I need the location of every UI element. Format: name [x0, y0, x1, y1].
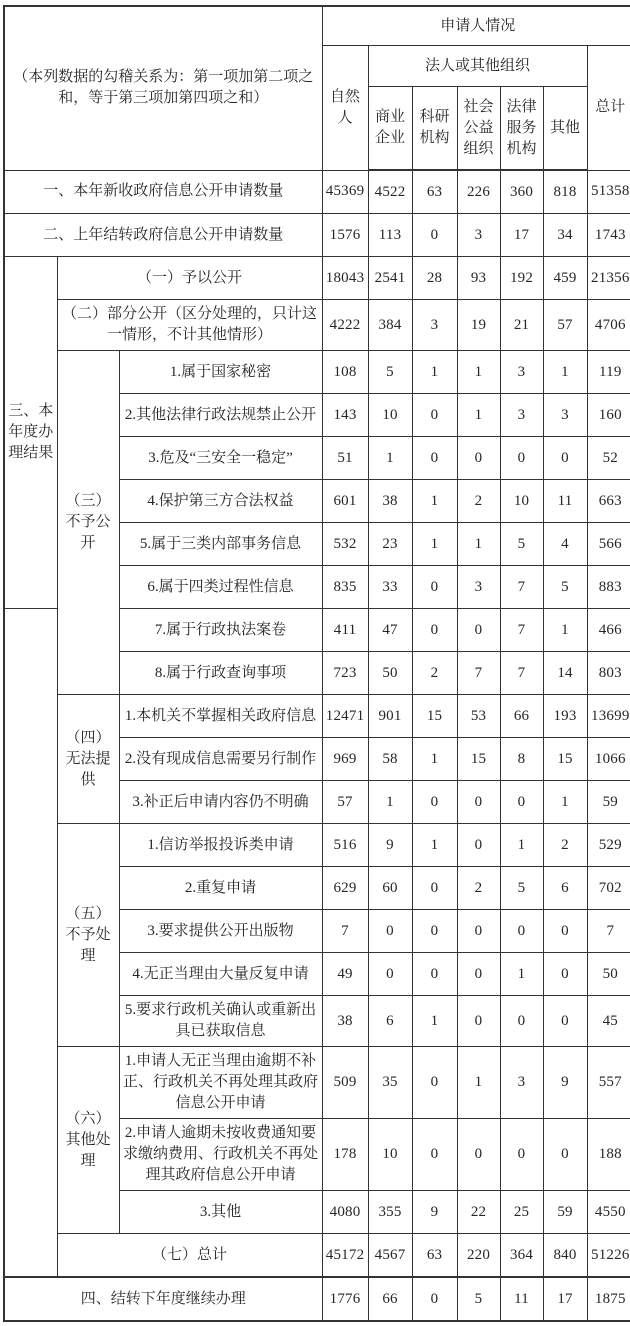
item-label: 3.危及“三安全一稳定” — [119, 437, 322, 480]
value-cell: 49 — [322, 953, 368, 996]
value-cell: 364 — [500, 1234, 543, 1278]
value-cell: 0 — [412, 1277, 457, 1321]
value-cell: 108 — [322, 351, 368, 394]
value-cell: 0 — [543, 437, 587, 480]
value-cell: 0 — [457, 1119, 500, 1191]
value-cell: 1743 — [587, 214, 630, 257]
value-cell: 15 — [412, 695, 457, 738]
value-cell: 3 — [412, 300, 457, 351]
value-cell: 0 — [457, 824, 500, 867]
value-cell: 66 — [500, 695, 543, 738]
header-legal-sub-commercial: 商业企业 — [368, 87, 412, 171]
value-cell: 0 — [412, 214, 457, 257]
value-cell: 360 — [500, 170, 543, 214]
value-cell: 0 — [457, 609, 500, 652]
value-cell: 0 — [500, 1119, 543, 1191]
value-cell: 11 — [500, 1277, 543, 1321]
header-legal-sub-legal-service: 法律服务机构 — [500, 87, 543, 171]
value-cell: 50 — [368, 652, 412, 695]
value-cell: 0 — [543, 953, 587, 996]
value-cell: 10 — [368, 394, 412, 437]
header-legal-sub-other: 其他 — [543, 87, 587, 171]
value-cell: 0 — [500, 437, 543, 480]
value-cell: 4550 — [587, 1191, 630, 1234]
value-cell: 901 — [368, 695, 412, 738]
value-cell: 4222 — [322, 300, 368, 351]
value-cell: 663 — [587, 480, 630, 523]
value-cell: 57 — [543, 300, 587, 351]
value-cell: 15 — [543, 738, 587, 781]
value-cell: 3 — [500, 394, 543, 437]
value-cell: 0 — [412, 394, 457, 437]
value-cell: 12471 — [322, 695, 368, 738]
value-cell: 1 — [412, 523, 457, 566]
value-cell: 57 — [322, 781, 368, 824]
value-cell: 0 — [412, 781, 457, 824]
value-cell: 0 — [457, 781, 500, 824]
value-cell: 143 — [322, 394, 368, 437]
group-row-label: （二）部分公开（区分处理的，只计这一情形，不计其他情形） — [57, 300, 322, 351]
value-cell: 60 — [368, 867, 412, 910]
value-cell: 33 — [368, 566, 412, 609]
item-label: 5.属于三类内部事务信息 — [119, 523, 322, 566]
item-label: 2.重复申请 — [119, 867, 322, 910]
value-cell: 38 — [322, 996, 368, 1047]
disclosure-stats-table — [3, 5, 630, 1322]
value-cell: 4080 — [322, 1191, 368, 1234]
value-cell: 1 — [412, 824, 457, 867]
value-cell: 13699 — [587, 695, 630, 738]
value-cell: 516 — [322, 824, 368, 867]
value-cell: 4567 — [368, 1234, 412, 1278]
table-row — [4, 1047, 630, 1119]
value-cell: 7 — [457, 652, 500, 695]
value-cell: 7 — [322, 910, 368, 953]
value-cell: 818 — [543, 170, 587, 214]
row-label: 一、本年新收政府信息公开申请数量 — [4, 170, 322, 214]
value-cell: 0 — [500, 996, 543, 1047]
value-cell: 38 — [368, 480, 412, 523]
value-cell: 355 — [368, 1191, 412, 1234]
value-cell: 50 — [587, 953, 630, 996]
header-legal-group: 法人或其他组织 — [368, 46, 587, 87]
value-cell: 7 — [587, 910, 630, 953]
value-cell: 35 — [368, 1047, 412, 1119]
value-cell: 5 — [500, 523, 543, 566]
value-cell: 629 — [322, 867, 368, 910]
value-cell: 93 — [457, 257, 500, 300]
value-cell: 1 — [368, 437, 412, 480]
value-cell: 384 — [368, 300, 412, 351]
value-cell: 28 — [412, 257, 457, 300]
value-cell: 59 — [587, 781, 630, 824]
value-cell: 5 — [457, 1277, 500, 1321]
header-legal-sub-research: 科研机构 — [412, 87, 457, 171]
value-cell: 3 — [457, 214, 500, 257]
item-label: 3.要求提供公开出版物 — [119, 910, 322, 953]
value-cell: 45 — [587, 996, 630, 1047]
value-cell: 226 — [457, 170, 500, 214]
table-row — [4, 1277, 630, 1321]
value-cell: 160 — [587, 394, 630, 437]
value-cell: 1 — [543, 781, 587, 824]
value-cell: 1 — [412, 738, 457, 781]
value-cell: 10 — [500, 480, 543, 523]
value-cell: 178 — [322, 1119, 368, 1191]
value-cell: 17 — [500, 214, 543, 257]
value-cell: 0 — [500, 781, 543, 824]
table-row — [4, 695, 630, 738]
value-cell: 3 — [500, 1047, 543, 1119]
item-label: 1.信访举报投诉类申请 — [119, 824, 322, 867]
value-cell: 803 — [587, 652, 630, 695]
value-cell: 5 — [500, 867, 543, 910]
row-label: 二、上年结转政府信息公开申请数量 — [4, 214, 322, 257]
value-cell: 0 — [412, 566, 457, 609]
value-cell: 1 — [412, 480, 457, 523]
value-cell: 0 — [543, 1119, 587, 1191]
value-cell: 2541 — [368, 257, 412, 300]
value-cell: 3 — [500, 351, 543, 394]
value-cell: 566 — [587, 523, 630, 566]
value-cell: 51226 — [587, 1234, 630, 1278]
header-natural-person: 自然人 — [322, 46, 368, 171]
value-cell: 532 — [322, 523, 368, 566]
item-label: 3.其他 — [119, 1191, 322, 1234]
value-cell: 53 — [457, 695, 500, 738]
item-label: 2.没有现成信息需要另行制作 — [119, 738, 322, 781]
value-cell: 0 — [412, 437, 457, 480]
value-cell: 459 — [543, 257, 587, 300]
value-cell: 23 — [368, 523, 412, 566]
value-cell: 2 — [457, 480, 500, 523]
item-label: 8.属于行政查询事项 — [119, 652, 322, 695]
value-cell: 21356 — [587, 257, 630, 300]
value-cell: 1 — [543, 351, 587, 394]
value-cell: 601 — [322, 480, 368, 523]
group-label: （六）其他处理 — [57, 1047, 119, 1234]
value-cell: 193 — [543, 695, 587, 738]
value-cell: 0 — [457, 953, 500, 996]
value-cell: 1776 — [322, 1277, 368, 1321]
value-cell: 58 — [368, 738, 412, 781]
value-cell: 52 — [587, 437, 630, 480]
value-cell: 1576 — [322, 214, 368, 257]
value-cell: 18043 — [322, 257, 368, 300]
value-cell: 0 — [543, 996, 587, 1047]
value-cell: 113 — [368, 214, 412, 257]
header-row-1 — [4, 6, 630, 46]
value-cell: 1 — [457, 523, 500, 566]
value-cell: 25 — [500, 1191, 543, 1234]
value-cell: 0 — [412, 910, 457, 953]
value-cell: 1 — [457, 351, 500, 394]
value-cell: 119 — [587, 351, 630, 394]
value-cell: 835 — [322, 566, 368, 609]
value-cell: 21 — [500, 300, 543, 351]
value-cell: 10 — [368, 1119, 412, 1191]
value-cell: 529 — [587, 824, 630, 867]
item-label: 1.本机关不掌握相关政府信息 — [119, 695, 322, 738]
value-cell: 63 — [412, 170, 457, 214]
value-cell: 22 — [457, 1191, 500, 1234]
item-label: 6.属于四类过程性信息 — [119, 566, 322, 609]
value-cell: 220 — [457, 1234, 500, 1278]
value-cell: 411 — [322, 609, 368, 652]
value-cell: 51 — [322, 437, 368, 480]
value-cell: 0 — [412, 867, 457, 910]
value-cell: 702 — [587, 867, 630, 910]
value-cell: 0 — [457, 996, 500, 1047]
value-cell: 2 — [457, 867, 500, 910]
value-cell: 557 — [587, 1047, 630, 1119]
table-body — [4, 170, 630, 1321]
value-cell: 4 — [543, 523, 587, 566]
value-cell: 1 — [368, 781, 412, 824]
value-cell: 883 — [587, 566, 630, 609]
value-cell: 14 — [543, 652, 587, 695]
value-cell: 0 — [368, 953, 412, 996]
value-cell: 7 — [500, 609, 543, 652]
value-cell: 3 — [543, 394, 587, 437]
value-cell: 1 — [500, 824, 543, 867]
value-cell: 723 — [322, 652, 368, 695]
item-label: 2.申请人逾期未按收费通知要求缴纳费用、行政机关不再处理其政府信息公开申请 — [119, 1119, 322, 1191]
value-cell: 0 — [457, 910, 500, 953]
value-cell: 1875 — [587, 1277, 630, 1321]
value-cell: 9 — [368, 824, 412, 867]
value-cell: 15 — [457, 738, 500, 781]
item-label: 5.要求行政机关确认或重新出具已获取信息 — [119, 996, 322, 1047]
value-cell: 59 — [543, 1191, 587, 1234]
item-label: 4.保护第三方合法权益 — [119, 480, 322, 523]
item-label: 2.其他法律行政法规禁止公开 — [119, 394, 322, 437]
header-total: 总计 — [587, 46, 630, 171]
value-cell: 0 — [457, 437, 500, 480]
value-cell: 2 — [412, 652, 457, 695]
value-cell: 5 — [543, 566, 587, 609]
value-cell: 0 — [543, 910, 587, 953]
value-cell: 1 — [412, 351, 457, 394]
value-cell: 19 — [457, 300, 500, 351]
header-legal-sub-public-welfare: 社会公益组织 — [457, 87, 500, 171]
value-cell: 840 — [543, 1234, 587, 1278]
value-cell: 0 — [368, 910, 412, 953]
value-cell: 2 — [543, 824, 587, 867]
value-cell: 1 — [500, 953, 543, 996]
row-label: 四、结转下年度继续办理 — [4, 1277, 322, 1321]
table-row — [4, 300, 630, 351]
group-label: （三）不予公开 — [57, 351, 119, 695]
value-cell: 509 — [322, 1047, 368, 1119]
value-cell: 51358 — [587, 170, 630, 214]
value-cell: 0 — [412, 953, 457, 996]
table-row — [4, 214, 630, 257]
value-cell: 47 — [368, 609, 412, 652]
value-cell: 1 — [457, 394, 500, 437]
corner-note: （本列数据的勾稽关系为：第一项加第二项之和，等于第三项加第四项之和） — [4, 6, 322, 170]
value-cell: 6 — [543, 867, 587, 910]
item-label: 7.属于行政执法案卷 — [119, 609, 322, 652]
value-cell: 45172 — [322, 1234, 368, 1278]
value-cell: 45369 — [322, 170, 368, 214]
item-label: 4.无正当理由大量反复申请 — [119, 953, 322, 996]
value-cell: 3 — [457, 566, 500, 609]
value-cell: 0 — [412, 1119, 457, 1191]
value-cell: 0 — [412, 1047, 457, 1119]
group-row-label: （七）总计 — [57, 1234, 322, 1278]
value-cell: 4706 — [587, 300, 630, 351]
value-cell: 34 — [543, 214, 587, 257]
item-label: 3.补正后申请内容仍不明确 — [119, 781, 322, 824]
value-cell: 66 — [368, 1277, 412, 1321]
table-row — [4, 351, 630, 394]
value-cell: 17 — [543, 1277, 587, 1321]
value-cell: 8 — [500, 738, 543, 781]
table-header — [4, 6, 630, 170]
value-cell: 5 — [368, 351, 412, 394]
group-label: （四）无法提供 — [57, 695, 119, 824]
section-label: 三、本年度办理结果 — [4, 257, 57, 609]
value-cell: 466 — [587, 609, 630, 652]
value-cell: 11 — [543, 480, 587, 523]
table-row — [4, 170, 630, 214]
value-cell: 63 — [412, 1234, 457, 1278]
value-cell: 7 — [500, 652, 543, 695]
value-cell: 1 — [457, 1047, 500, 1119]
value-cell: 4522 — [368, 170, 412, 214]
value-cell: 9 — [412, 1191, 457, 1234]
table-row — [4, 1234, 630, 1278]
value-cell: 9 — [543, 1047, 587, 1119]
group-label: （五）不予处理 — [57, 824, 119, 1047]
item-label: 1.属于国家秘密 — [119, 351, 322, 394]
value-cell: 1066 — [587, 738, 630, 781]
table-row — [4, 257, 630, 300]
value-cell: 969 — [322, 738, 368, 781]
value-cell: 192 — [500, 257, 543, 300]
value-cell: 1 — [412, 996, 457, 1047]
value-cell: 188 — [587, 1119, 630, 1191]
value-cell: 1 — [543, 609, 587, 652]
group-row-label: （一）予以公开 — [57, 257, 322, 300]
table-row — [4, 824, 630, 867]
section-label-continued — [4, 609, 57, 1278]
value-cell: 0 — [412, 609, 457, 652]
value-cell: 7 — [500, 566, 543, 609]
header-applicant-group: 申请人情况 — [322, 6, 630, 46]
value-cell: 0 — [500, 910, 543, 953]
item-label: 1.申请人无正当理由逾期不补正、行政机关不再处理其政府信息公开申请 — [119, 1047, 322, 1119]
value-cell: 6 — [368, 996, 412, 1047]
